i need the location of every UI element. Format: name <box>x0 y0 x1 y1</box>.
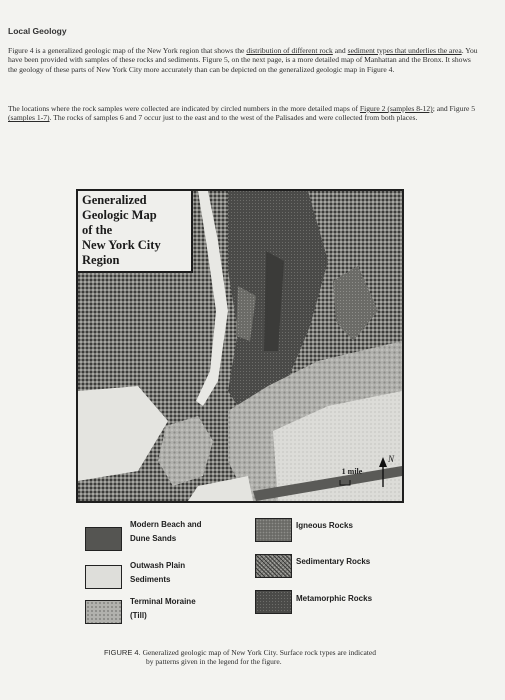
paragraph-2-text-a: The locations where the rock samples were collected are indicated by circled numbers in the more detailed maps of <box>8 104 360 113</box>
swatch-modern-beach <box>85 527 122 551</box>
swatch-igneous <box>255 518 292 542</box>
swatch-outwash <box>85 565 122 589</box>
paragraph-2-text-b: ; and Figure 5 <box>432 104 476 113</box>
legend-sedimentary-label: Sedimentary Rocks <box>296 557 371 566</box>
swatch-sedimentary <box>255 554 292 578</box>
map-title-line: Region <box>82 253 120 267</box>
figure-caption <box>104 648 494 666</box>
paragraph-2 <box>8 104 480 123</box>
paragraph-1 <box>8 46 480 74</box>
caption-line2: by patterns given in the legend for the figure. <box>146 657 282 666</box>
section-heading: Local Geology <box>8 26 67 36</box>
paragraph-2-underline-2: (samples 1-7) <box>8 113 50 123</box>
paragraph-1-underline-1: distribution of different rock <box>246 46 333 55</box>
legend-outwash-line2: Sediments <box>130 575 171 584</box>
geologic-map <box>76 189 404 503</box>
legend-outwash-line1: Outwash Plain <box>130 561 186 570</box>
north-arrow-label: N <box>387 454 394 464</box>
legend-moraine-line1: Terminal Moraine <box>130 597 196 606</box>
caption-line1: Generalized geologic map of New York City. Surface rock types are indicated <box>142 648 376 657</box>
map-title <box>78 191 193 273</box>
legend-moraine-line2: (Till) <box>130 611 147 620</box>
scale-label: 1 mile <box>341 467 363 476</box>
legend-metamorphic-label: Metamorphic Rocks <box>296 594 373 603</box>
paragraph-2-underline-1: Figure 2 (samples 8-12) <box>359 104 433 113</box>
map-title-line: Generalized <box>82 193 147 207</box>
paragraph-1-text-c: . You have been provided with samples of these rocks and sediments. Figure 5, on the next page, is a more detailed map of Manhattan and the Bronx. It shows the geology of these parts of New York City more accurately than can be depicted on the generalized geologic map in Figure 4. <box>8 46 478 74</box>
map-title-line: Geologic Map <box>82 208 157 222</box>
paragraph-2-text-c: . The rocks of samples 6 and 7 occur just to the east and to the west of the Palisades and were collected from both places. <box>49 113 418 123</box>
paragraph-1-underline-2: sediment types that underlies the area <box>347 46 462 55</box>
legend-modern-beach-line2: Dune Sands <box>130 534 177 543</box>
paragraph-1-text-a: Figure 4 is a generalized geologic map of the New York region that shows the <box>8 46 247 55</box>
legend-igneous-label: Igneous Rocks <box>296 521 353 530</box>
paragraph-1-text-b: and <box>332 46 348 55</box>
map-title-line: New York City <box>82 238 161 252</box>
swatch-metamorphic <box>255 590 292 614</box>
caption-lead: FIGURE 4. <box>104 648 141 657</box>
legend-modern-beach-line1: Modern Beach and <box>130 520 202 529</box>
swatch-moraine <box>85 600 122 624</box>
map-title-line: of the <box>82 223 113 237</box>
